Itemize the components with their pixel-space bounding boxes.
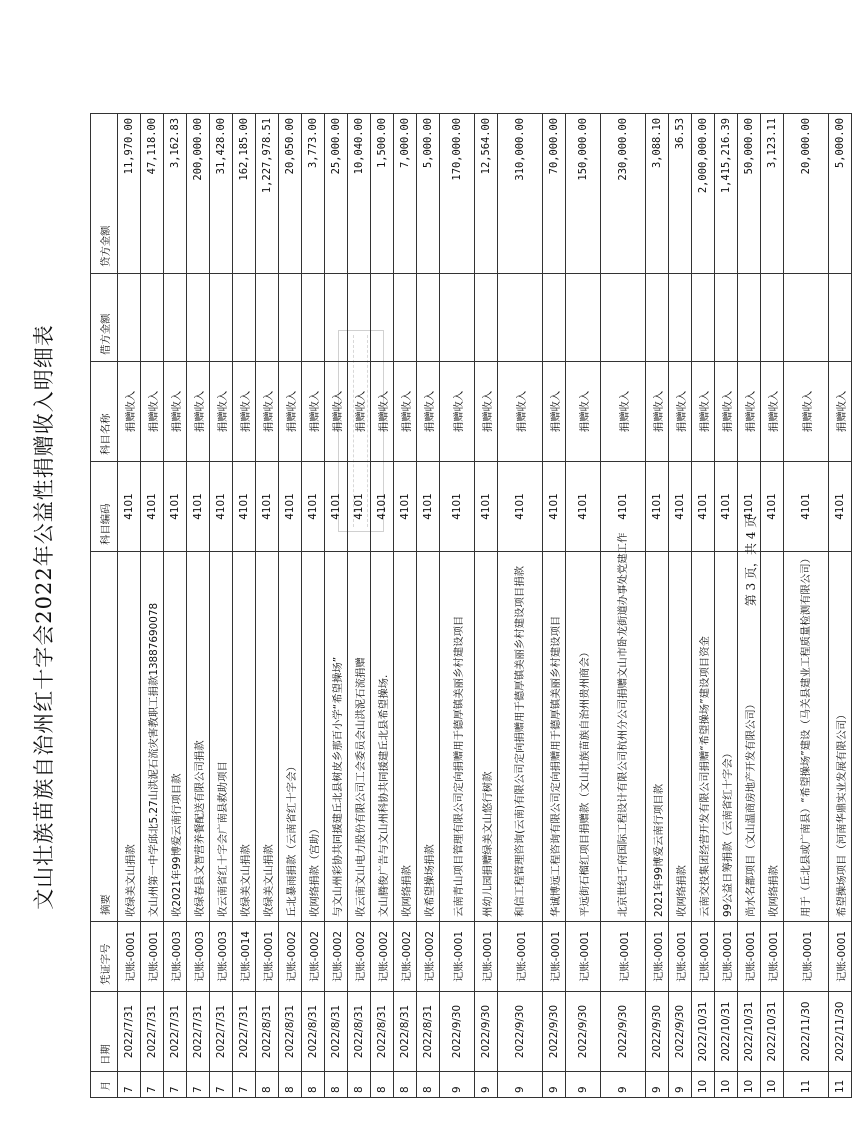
table-row: [417, 114, 440, 1098]
debit-cell: [417, 274, 440, 362]
debit-cell: [279, 274, 302, 362]
code-cell: 4101: [601, 462, 646, 552]
code-cell: 4101: [738, 462, 761, 552]
month-cell: 7: [233, 1072, 256, 1098]
summary-cell: 北京世纪千府国际工程设计有限公司杭州分公司捐赠文山市卧龙街道办事处党建工作: [601, 552, 646, 922]
table-row: [543, 114, 566, 1098]
code-cell: 4101: [164, 462, 187, 552]
credit-cell: 20,000.00: [784, 114, 829, 274]
voucher-cell: 记账-0001: [738, 922, 761, 992]
code-cell: 4101: [646, 462, 669, 552]
month-cell: 9: [543, 1072, 566, 1098]
table-row: [498, 114, 543, 1098]
debit-cell: [325, 274, 348, 362]
date-cell: 2022/7/31: [233, 992, 256, 1072]
date-cell: 2022/9/30: [498, 992, 543, 1072]
col-header-debit: 借方金额: [91, 274, 118, 362]
debit-cell: [829, 274, 852, 362]
table-row: [761, 114, 784, 1098]
code-cell: 4101: [669, 462, 692, 552]
code-cell: 4101: [325, 462, 348, 552]
voucher-cell: 记账-0001: [141, 922, 164, 992]
page-footer: 第 3 页，共 4 页: [744, 515, 758, 607]
table-row: [566, 114, 601, 1098]
date-cell: 2022/8/31: [279, 992, 302, 1072]
credit-cell: 200,000.00: [187, 114, 210, 274]
debit-cell: [118, 274, 141, 362]
voucher-cell: 记账-0001: [498, 922, 543, 992]
code-cell: 4101: [141, 462, 164, 552]
credit-cell: 1,227,978.51: [256, 114, 279, 274]
subject-cell: 捐赠收入: [440, 362, 475, 462]
credit-cell: 31,428.00: [210, 114, 233, 274]
debit-cell: [348, 274, 371, 362]
table-row: [475, 114, 498, 1098]
summary-cell: 收网络捐款: [669, 552, 692, 922]
subject-cell: 捐赠收入: [417, 362, 440, 462]
code-cell: 4101: [302, 462, 325, 552]
subject-cell: 捐赠收入: [669, 362, 692, 462]
month-cell: 7: [210, 1072, 233, 1098]
credit-cell: 5,000.00: [829, 114, 852, 274]
debit-cell: [761, 274, 784, 362]
debit-cell: [164, 274, 187, 362]
debit-cell: [715, 274, 738, 362]
summary-cell: 2021年99博爱云南行项目款: [646, 552, 669, 922]
summary-cell: 用于（丘北县或广南县）“希望操场”建设（马关县建业工程质量检测有限公司）: [784, 552, 829, 922]
credit-cell: 5,000.00: [417, 114, 440, 274]
code-cell: 4101: [279, 462, 302, 552]
date-cell: 2022/11/30: [829, 992, 852, 1072]
date-cell: 2022/10/31: [738, 992, 761, 1072]
summary-cell: 收网络捐款: [761, 552, 784, 922]
summary-cell: 丘北暴雨捐款（云南省红十字会）: [279, 552, 302, 922]
summary-cell: 收云南文山电力股份有限公司工会委员会山洪泥石流捐赠: [348, 552, 371, 922]
subject-cell: 捐赠收入: [738, 362, 761, 462]
donation-ledger-table: [90, 113, 852, 1098]
col-header-summary: 摘要: [91, 552, 118, 922]
subject-cell: 捐赠收入: [256, 362, 279, 462]
subject-cell: 捐赠收入: [601, 362, 646, 462]
subject-cell: 捐赠收入: [829, 362, 852, 462]
debit-cell: [498, 274, 543, 362]
col-header-month: 月: [91, 1072, 118, 1098]
credit-cell: 70,000.00: [543, 114, 566, 274]
debit-cell: [669, 274, 692, 362]
month-cell: 10: [715, 1072, 738, 1098]
date-cell: 2022/10/31: [761, 992, 784, 1072]
debit-cell: [566, 274, 601, 362]
code-cell: 4101: [440, 462, 475, 552]
subject-cell: 捐赠收入: [325, 362, 348, 462]
date-cell: 2022/10/31: [715, 992, 738, 1072]
col-header-date: 日期: [91, 992, 118, 1072]
voucher-cell: 记账-0001: [692, 922, 715, 992]
credit-cell: 11,970.00: [118, 114, 141, 274]
voucher-cell: 记账-0001: [646, 922, 669, 992]
debit-cell: [210, 274, 233, 362]
subject-cell: 捐赠收入: [646, 362, 669, 462]
subject-cell: 捐赠收入: [141, 362, 164, 462]
credit-cell: 150,000.00: [566, 114, 601, 274]
voucher-cell: 记账-0014: [233, 922, 256, 992]
subject-cell: 捐赠收入: [715, 362, 738, 462]
table-row: [164, 114, 187, 1098]
month-cell: 9: [566, 1072, 601, 1098]
credit-cell: 10,040.00: [348, 114, 371, 274]
date-cell: 2022/9/30: [566, 992, 601, 1072]
table-row: [325, 114, 348, 1098]
table-row: [348, 114, 371, 1098]
subject-cell: 捐赠收入: [371, 362, 394, 462]
credit-cell: 47,118.00: [141, 114, 164, 274]
month-cell: 8: [348, 1072, 371, 1098]
code-cell: 4101: [498, 462, 543, 552]
month-cell: 7: [187, 1072, 210, 1098]
summary-cell: 尚水名都项目（文山温商房地产开发有限公司）: [738, 552, 761, 922]
credit-cell: 170,000.00: [440, 114, 475, 274]
credit-cell: 1,415,216.39: [715, 114, 738, 274]
code-cell: 4101: [371, 462, 394, 552]
month-cell: 9: [646, 1072, 669, 1098]
month-cell: 9: [475, 1072, 498, 1098]
date-cell: 2022/9/30: [669, 992, 692, 1072]
credit-cell: 3,773.00: [302, 114, 325, 274]
voucher-cell: 记账-0003: [187, 922, 210, 992]
debit-cell: [256, 274, 279, 362]
debit-cell: [692, 274, 715, 362]
voucher-cell: 记账-0001: [118, 922, 141, 992]
credit-cell: 1,500.00: [371, 114, 394, 274]
summary-cell: 华诚博远工程咨询有限公司定向捐赠用于德厚镇美丽乡村建设项目: [543, 552, 566, 922]
table-row: [279, 114, 302, 1098]
col-header-voucher: 凭证字号: [91, 922, 118, 992]
credit-cell: 3,162.83: [164, 114, 187, 274]
month-cell: 10: [761, 1072, 784, 1098]
date-cell: 2022/9/30: [646, 992, 669, 1072]
voucher-cell: 记账-0002: [348, 922, 371, 992]
summary-cell: 平远街石榴红项目捐赠款（文山壮族苗族自治州贵州商会）: [566, 552, 601, 922]
code-cell: 4101: [784, 462, 829, 552]
summary-cell: 收绿美文山捐款: [256, 552, 279, 922]
debit-cell: [543, 274, 566, 362]
table-row: [601, 114, 646, 1098]
debit-cell: [440, 274, 475, 362]
summary-cell: 文山腾俊广告与文山州科协共同援建丘北县希望操场.: [371, 552, 394, 922]
debit-cell: [601, 274, 646, 362]
code-cell: 4101: [210, 462, 233, 552]
voucher-cell: 记账-0002: [417, 922, 440, 992]
month-cell: 11: [829, 1072, 852, 1098]
subject-cell: 捐赠收入: [118, 362, 141, 462]
credit-cell: 25,000.00: [325, 114, 348, 274]
date-cell: 2022/7/31: [164, 992, 187, 1072]
voucher-cell: 记账-0001: [566, 922, 601, 992]
summary-cell: 云南青山项目管理有限公司定向捐赠用于德厚镇美丽乡村建设项目: [440, 552, 475, 922]
table-row: [669, 114, 692, 1098]
code-cell: 4101: [543, 462, 566, 552]
month-cell: 9: [440, 1072, 475, 1098]
voucher-cell: 记账-0002: [394, 922, 417, 992]
subject-cell: 捐赠收入: [233, 362, 256, 462]
summary-cell: 收绿美文山捐款: [118, 552, 141, 922]
subject-cell: 捐赠收入: [498, 362, 543, 462]
subject-cell: 捐赠收入: [164, 362, 187, 462]
credit-cell: 36.53: [669, 114, 692, 274]
code-cell: 4101: [187, 462, 210, 552]
code-cell: 4101: [394, 462, 417, 552]
summary-cell: 收绿春县文智营养餐配送有限公司捐款: [187, 552, 210, 922]
date-cell: 2022/8/31: [256, 992, 279, 1072]
summary-cell: 云南交投集团经营开发有限公司捐赠“希望操场”建设项目资金: [692, 552, 715, 922]
voucher-cell: 记账-0001: [440, 922, 475, 992]
credit-cell: 3,088.10: [646, 114, 669, 274]
table-row: [715, 114, 738, 1098]
date-cell: 2022/7/31: [187, 992, 210, 1072]
table-row: [394, 114, 417, 1098]
date-cell: 2022/8/31: [325, 992, 348, 1072]
date-cell: 2022/7/31: [210, 992, 233, 1072]
month-cell: 8: [394, 1072, 417, 1098]
debit-cell: [371, 274, 394, 362]
subject-cell: 捐赠收入: [566, 362, 601, 462]
credit-cell: 230,000.00: [601, 114, 646, 274]
credit-cell: 2,000,000.00: [692, 114, 715, 274]
table-row: [210, 114, 233, 1098]
code-cell: 4101: [118, 462, 141, 552]
credit-cell: 20,050.00: [279, 114, 302, 274]
voucher-cell: 记账-0003: [164, 922, 187, 992]
code-cell: 4101: [256, 462, 279, 552]
date-cell: 2022/7/31: [141, 992, 164, 1072]
month-cell: 10: [738, 1072, 761, 1098]
col-header-credit: 贷方金额: [91, 114, 118, 274]
voucher-cell: 记账-0001: [669, 922, 692, 992]
date-cell: 2022/8/31: [302, 992, 325, 1072]
debit-cell: [646, 274, 669, 362]
month-cell: 8: [417, 1072, 440, 1098]
debit-cell: [475, 274, 498, 362]
voucher-cell: 记账-0001: [601, 922, 646, 992]
date-cell: 2022/9/30: [440, 992, 475, 1072]
col-header-subject: 科目名称: [91, 362, 118, 462]
month-cell: 7: [164, 1072, 187, 1098]
col-header-code: 科目编码: [91, 462, 118, 552]
table-row: [829, 114, 852, 1098]
table-row: [440, 114, 475, 1098]
month-cell: 8: [325, 1072, 348, 1098]
subject-cell: 捐赠收入: [784, 362, 829, 462]
code-cell: 4101: [715, 462, 738, 552]
table-row: [692, 114, 715, 1098]
summary-cell: 州幼儿园捐赠绿美文山悠行树款: [475, 552, 498, 922]
credit-cell: 310,000.00: [498, 114, 543, 274]
voucher-cell: 记账-0001: [256, 922, 279, 992]
voucher-cell: 记账-0001: [829, 922, 852, 992]
voucher-cell: 记账-0001: [784, 922, 829, 992]
table-header-row: [91, 114, 118, 1098]
page-title: 文山壮族苗族自治州红十字会2022年公益性捐赠收入明细表: [32, 324, 56, 910]
debit-cell: [141, 274, 164, 362]
summary-cell: 99公益日筹捐款（云南省红十字会）: [715, 552, 738, 922]
date-cell: 2022/8/31: [371, 992, 394, 1072]
summary-cell: 收云南省红十字会广南县救助项目: [210, 552, 233, 922]
month-cell: 11: [784, 1072, 829, 1098]
month-cell: 9: [669, 1072, 692, 1098]
debit-cell: [233, 274, 256, 362]
month-cell: 9: [601, 1072, 646, 1098]
table-row: [371, 114, 394, 1098]
summary-cell: 与文山州彩协共同援建丘北县树皮乡那百小学“希望操场”: [325, 552, 348, 922]
summary-cell: 希望操场项目（河南华鼎实业发展有限公司）: [829, 552, 852, 922]
table-row: [302, 114, 325, 1098]
month-cell: 8: [371, 1072, 394, 1098]
date-cell: 2022/10/31: [692, 992, 715, 1072]
credit-cell: 162,185.00: [233, 114, 256, 274]
credit-cell: 50,000.00: [738, 114, 761, 274]
summary-cell: 收希望操场捐款: [417, 552, 440, 922]
month-cell: 8: [279, 1072, 302, 1098]
table-row: [646, 114, 669, 1098]
credit-cell: 3,123.11: [761, 114, 784, 274]
table-row: [141, 114, 164, 1098]
table-row: [256, 114, 279, 1098]
code-cell: 4101: [829, 462, 852, 552]
date-cell: 2022/8/31: [417, 992, 440, 1072]
code-cell: 4101: [417, 462, 440, 552]
month-cell: 7: [118, 1072, 141, 1098]
subject-cell: 捐赠收入: [394, 362, 417, 462]
code-cell: 4101: [348, 462, 371, 552]
debit-cell: [394, 274, 417, 362]
date-cell: 2022/9/30: [475, 992, 498, 1072]
debit-cell: [187, 274, 210, 362]
date-cell: 2022/8/31: [348, 992, 371, 1072]
date-cell: 2022/11/30: [784, 992, 829, 1072]
code-cell: 4101: [233, 462, 256, 552]
summary-cell: 收网络捐款（宫助）: [302, 552, 325, 922]
code-cell: 4101: [475, 462, 498, 552]
debit-cell: [302, 274, 325, 362]
table-row: [187, 114, 210, 1098]
summary-cell: 和信工程管理咨询(云南)有限公司定向捐赠用于德厚镇美丽乡村建设项目捐款: [498, 552, 543, 922]
date-cell: 2022/9/30: [601, 992, 646, 1072]
month-cell: 8: [302, 1072, 325, 1098]
month-cell: 10: [692, 1072, 715, 1098]
voucher-cell: 记账-0001: [475, 922, 498, 992]
voucher-cell: 记账-0002: [279, 922, 302, 992]
subject-cell: 捐赠收入: [692, 362, 715, 462]
voucher-cell: 记账-0002: [302, 922, 325, 992]
credit-cell: 12,564.00: [475, 114, 498, 274]
subject-cell: 捐赠收入: [210, 362, 233, 462]
voucher-cell: 记账-0001: [715, 922, 738, 992]
subject-cell: 捐赠收入: [279, 362, 302, 462]
subject-cell: 捐赠收入: [187, 362, 210, 462]
subject-cell: 捐赠收入: [475, 362, 498, 462]
summary-cell: 收网络捐款: [394, 552, 417, 922]
month-cell: 9: [498, 1072, 543, 1098]
table-row: [118, 114, 141, 1098]
code-cell: 4101: [761, 462, 784, 552]
code-cell: 4101: [692, 462, 715, 552]
subject-cell: 捐赠收入: [348, 362, 371, 462]
date-cell: 2022/7/31: [118, 992, 141, 1072]
summary-cell: 文山州第一中学邱北5.27山洪泥石流灾害教职工捐款13887690078: [141, 552, 164, 922]
voucher-cell: 记账-0002: [371, 922, 394, 992]
debit-cell: [784, 274, 829, 362]
date-cell: 2022/9/30: [543, 992, 566, 1072]
month-cell: 7: [141, 1072, 164, 1098]
voucher-cell: 记账-0002: [325, 922, 348, 992]
month-cell: 8: [256, 1072, 279, 1098]
voucher-cell: 记账-0001: [761, 922, 784, 992]
subject-cell: 捐赠收入: [543, 362, 566, 462]
credit-cell: 7,000.00: [394, 114, 417, 274]
table-row: [784, 114, 829, 1098]
voucher-cell: 记账-0003: [210, 922, 233, 992]
voucher-cell: 记账-0001: [543, 922, 566, 992]
code-cell: 4101: [566, 462, 601, 552]
summary-cell: 收2021年99博爱云南行项目款: [164, 552, 187, 922]
subject-cell: 捐赠收入: [302, 362, 325, 462]
date-cell: 2022/8/31: [394, 992, 417, 1072]
subject-cell: 捐赠收入: [761, 362, 784, 462]
table-row: [233, 114, 256, 1098]
summary-cell: 收绿美文山捐款: [233, 552, 256, 922]
